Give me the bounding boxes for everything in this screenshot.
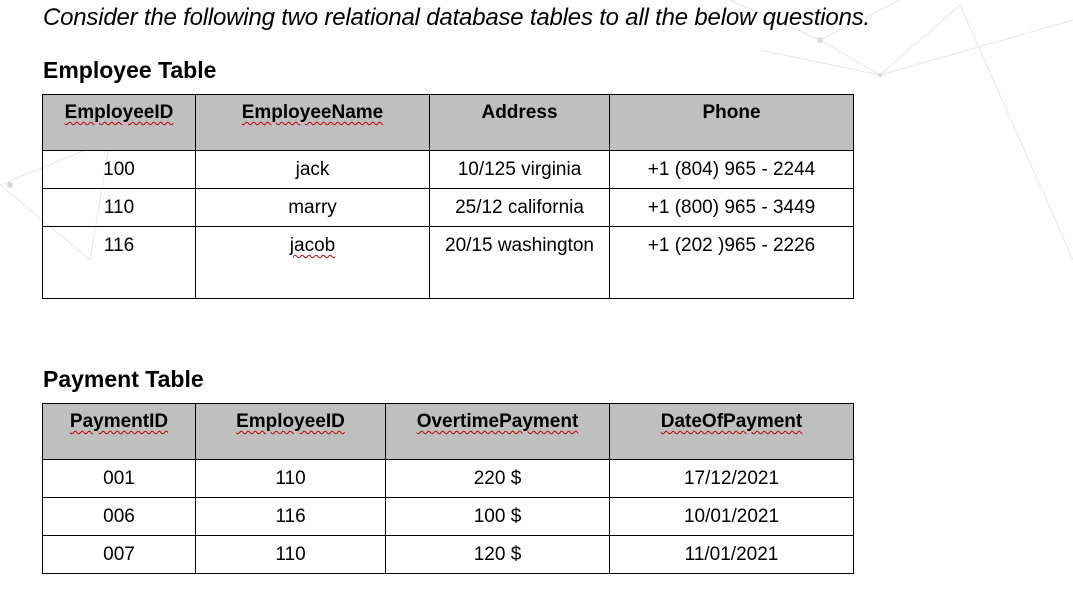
- table-row: [43, 460, 854, 498]
- table-cell: [610, 151, 854, 189]
- employee-id: 110: [103, 197, 135, 218]
- overtime-payment: 220 $: [473, 468, 522, 489]
- table-cell: [43, 498, 196, 536]
- payment-id: 001: [103, 468, 135, 489]
- table-cell: [43, 460, 196, 498]
- header-cell: [43, 404, 196, 460]
- table-cell: [430, 189, 610, 227]
- employee-id: 116: [103, 235, 135, 256]
- table-cell: [610, 498, 854, 536]
- table-cell: [196, 189, 430, 227]
- payment-employee-id: 110: [275, 544, 306, 565]
- payment-table-title: Payment Table: [43, 366, 204, 392]
- table-cell: [196, 498, 386, 536]
- header-cell: [610, 404, 854, 460]
- payment-id: 007: [103, 544, 135, 565]
- table-cell: [610, 189, 854, 227]
- header-employeeid: EmployeeID: [64, 102, 174, 123]
- header-employeename: EmployeeName: [241, 102, 384, 123]
- table-cell: [196, 227, 430, 299]
- overtime-payment: 100 $: [473, 506, 522, 527]
- payment-id: 006: [103, 506, 135, 527]
- header-cell: [43, 95, 196, 151]
- employee-table-title: Employee Table: [43, 57, 217, 83]
- payment-employee-id: 110: [275, 468, 306, 489]
- employee-phone: +1 (202 )965 - 2226: [647, 235, 816, 256]
- header-cell: [386, 404, 610, 460]
- table-row: [43, 151, 854, 189]
- payment-table: [42, 403, 854, 574]
- date-of-payment: 17/12/2021: [683, 468, 780, 489]
- table-cell: [430, 151, 610, 189]
- employee-name: jacob: [289, 235, 336, 256]
- table-header-row: [43, 404, 854, 460]
- table-cell: [43, 227, 196, 299]
- overtime-payment: 120 $: [473, 544, 522, 565]
- date-of-payment: 11/01/2021: [684, 544, 779, 565]
- table-cell: [43, 151, 196, 189]
- table-cell: [43, 536, 196, 574]
- header-paymentid: PaymentID: [69, 411, 169, 432]
- header-address: Address: [481, 102, 558, 123]
- employee-address: 25/12 california: [455, 197, 584, 218]
- table-cell: [196, 536, 386, 574]
- intro-text: Consider the following two relational database tables to all the below questions.: [43, 4, 870, 31]
- table-cell: [610, 536, 854, 574]
- table-cell: [196, 151, 430, 189]
- header-overtimepayment: OvertimePayment: [416, 411, 579, 432]
- employee-name: marry: [288, 197, 337, 218]
- table-cell: [386, 498, 610, 536]
- table-cell: [196, 460, 386, 498]
- table-row: [43, 227, 854, 299]
- table-cell: [386, 536, 610, 574]
- employee-phone: +1 (804) 965 - 2244: [647, 159, 816, 180]
- employee-table: [42, 94, 854, 299]
- table-row: [43, 498, 854, 536]
- date-of-payment: 10/01/2021: [683, 506, 780, 527]
- table-header-row: [43, 95, 854, 151]
- table-cell: [610, 460, 854, 498]
- table-row: [43, 189, 854, 227]
- header-cell: [196, 95, 430, 151]
- payment-employee-id: 116: [275, 506, 306, 527]
- employee-address: 10/125 virginia: [457, 159, 582, 180]
- header-dateofpayment: DateOfPayment: [660, 411, 803, 432]
- employee-address: 20/15 washington: [445, 235, 594, 256]
- header-cell: [196, 404, 386, 460]
- header-cell: [430, 95, 610, 151]
- table-cell: [43, 189, 196, 227]
- header-phone: Phone: [702, 102, 761, 123]
- employee-id: 100: [103, 159, 135, 180]
- header-employeeid: EmployeeID: [236, 411, 345, 432]
- employee-name: jack: [295, 159, 330, 180]
- table-cell: [386, 460, 610, 498]
- employee-phone: +1 (800) 965 - 3449: [647, 197, 816, 218]
- table-cell: [610, 227, 854, 299]
- table-cell: [430, 227, 610, 299]
- table-row: [43, 536, 854, 574]
- header-cell: [610, 95, 854, 151]
